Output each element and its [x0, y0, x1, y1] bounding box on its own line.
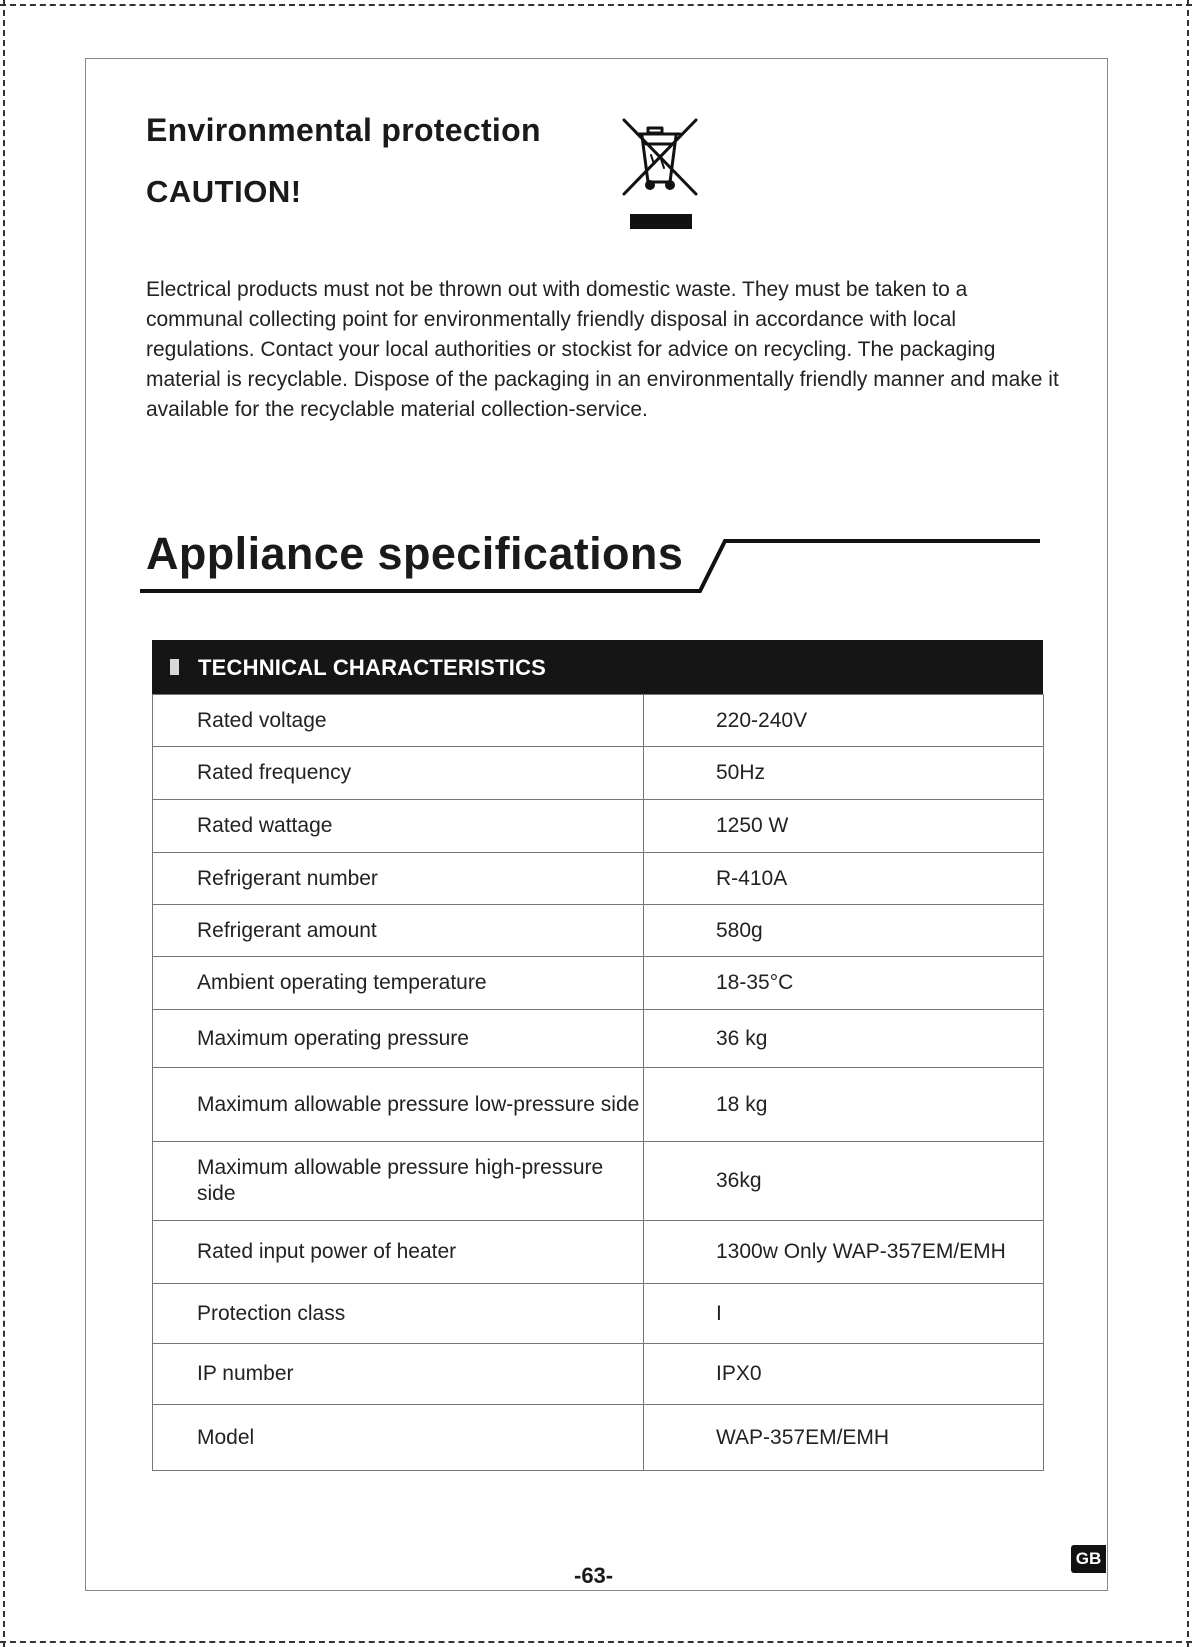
spec-value: 18 kg: [644, 1068, 1044, 1142]
technical-characteristics-header: [152, 640, 1043, 694]
spec-row-max-pressure-low-side: [153, 1068, 1044, 1142]
spec-label: Refrigerant amount: [153, 905, 644, 957]
spec-row-heater-power: [153, 1221, 1044, 1284]
spec-value: 36kg: [644, 1142, 1044, 1221]
spec-value: 1300w Only WAP-357EM/EMH: [644, 1221, 1044, 1284]
spec-value: IPX0: [644, 1344, 1044, 1405]
technical-characteristics-label: TECHNICAL CHARACTERISTICS: [198, 655, 547, 680]
crossed-out-wheelie-bin-icon: [622, 118, 700, 230]
spec-row-rated-voltage: [153, 695, 1044, 747]
cut-line-bottom: [0, 1641, 1192, 1643]
specifications-table: [152, 694, 1044, 1471]
spec-row-refrigerant-number: [153, 853, 1044, 905]
caution-heading: CAUTION!: [146, 174, 302, 209]
spec-row-max-pressure-high-side: [153, 1142, 1044, 1221]
spec-label: Rated frequency: [153, 747, 644, 800]
spec-label: Maximum allowable pressure low-pressure side: [153, 1068, 644, 1142]
spec-value: I: [644, 1284, 1044, 1344]
cut-line-left: [3, 0, 5, 1647]
spec-row-ambient-temperature: [153, 957, 1044, 1010]
spec-label: Maximum operating pressure: [153, 1010, 644, 1068]
spec-row-protection-class: [153, 1284, 1044, 1344]
spec-label: IP number: [153, 1344, 644, 1405]
spec-value: 36 kg: [644, 1010, 1044, 1068]
specifications-title: Appliance specifications: [146, 528, 684, 579]
spec-value: 580g: [644, 905, 1044, 957]
cut-line-right: [1187, 0, 1189, 1647]
spec-label: Ambient operating temperature: [153, 957, 644, 1010]
spec-value: 220-240V: [644, 695, 1044, 747]
spec-label: Maximum allowable pressure high-pressure side: [153, 1142, 644, 1221]
page-number: -63-: [574, 1563, 614, 1588]
specifications-table-body: [153, 695, 1044, 1471]
spec-value: 50Hz: [644, 747, 1044, 800]
spec-label: Refrigerant number: [153, 853, 644, 905]
spec-row-rated-wattage: [153, 800, 1044, 853]
spec-label: Rated voltage: [153, 695, 644, 747]
spec-label: Rated input power of heater: [153, 1221, 644, 1284]
spec-value: WAP-357EM/EMH: [644, 1405, 1044, 1471]
environment-body-text: Electrical products must not be thrown out with domestic waste. They must be taken to a communal collecting point for environmentally friendly disposal in accordance with local regulations. Contact your local authorities or stockist for advice on recycling. The packaging material is recyclable. Dispose of the packaging in an environmentally friendly manner and make it available for the recyclable material collection-service.: [146, 278, 1059, 421]
spec-value: 18-35°C: [644, 957, 1044, 1010]
spec-label: Model: [153, 1405, 644, 1471]
spec-row-model: [153, 1405, 1044, 1471]
spec-value: R-410A: [644, 853, 1044, 905]
spec-row-rated-frequency: [153, 747, 1044, 800]
spec-value: 1250 W: [644, 800, 1044, 853]
spec-label: Rated wattage: [153, 800, 644, 853]
spec-row-refrigerant-amount: [153, 905, 1044, 957]
cut-line-top: [0, 4, 1192, 6]
spec-row-maximum-operating-pressure: [153, 1010, 1044, 1068]
environment-title: Environmental protection: [146, 112, 541, 148]
header-square-marker: [170, 659, 179, 675]
language-badge: GB: [1071, 1545, 1106, 1573]
spec-label: Protection class: [153, 1284, 644, 1344]
spec-row-ip-number: [153, 1344, 1044, 1405]
